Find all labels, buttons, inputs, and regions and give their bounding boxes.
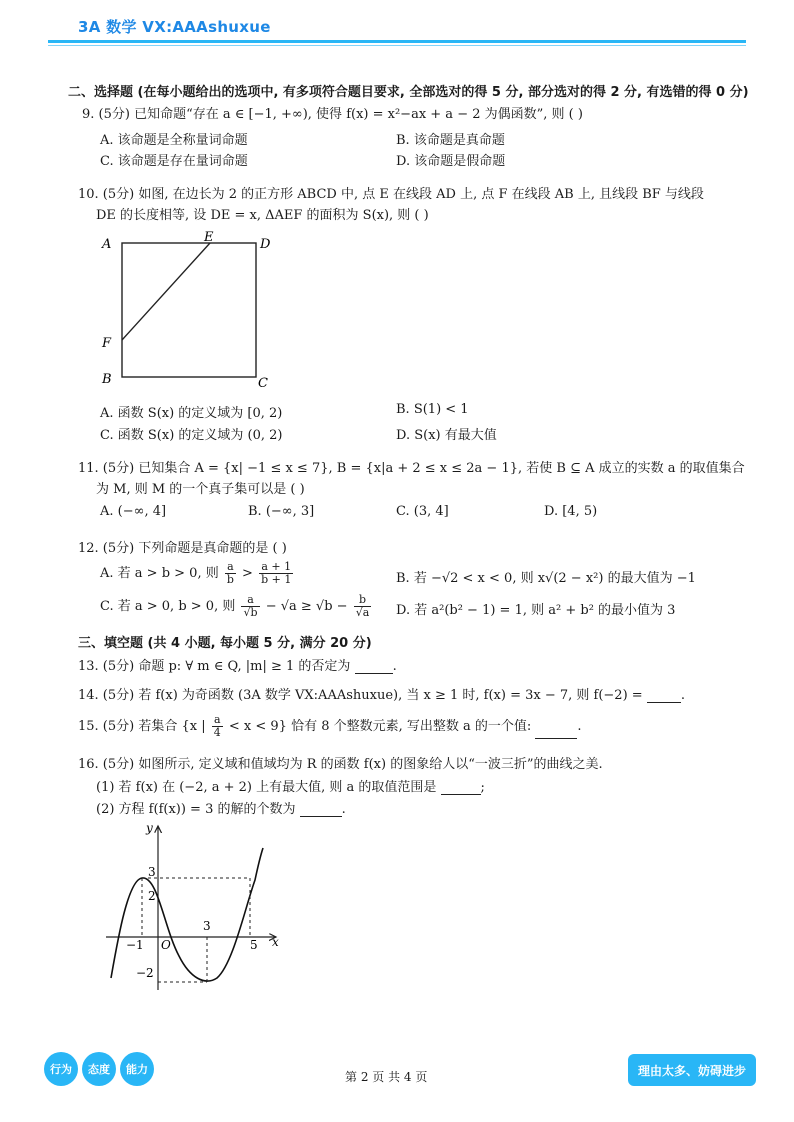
fraction-denominator: 4 [213,726,221,739]
question-16-part2 [96,798,346,817]
greater-than-sign: > [242,566,253,581]
fraction-a-over-b [225,561,236,586]
fraction-numerator: b [354,594,372,607]
x-axis-label: x [272,935,279,949]
brand-header: 3A 数学 VX:AAAshuxue [78,18,271,36]
question-11-option-b: B. (−∞, 3] [248,504,315,519]
fraction-numerator: a [241,594,259,607]
header-divider [48,40,746,43]
page-number: 第 2 页 共 4 页 [345,1070,428,1084]
answer-blank-16-2[interactable] [300,804,342,817]
fraction-numerator: a + 1 [259,561,293,574]
question-12-stem: 12. (5分) 下列命题是真命题的是 ( ) [78,541,287,556]
question-15-pre: 15. (5分) 若集合 {x | [78,719,206,734]
question-11-option-c: C. (3, 4] [396,504,449,519]
question-9-option-d: D. 该命题是假命题 [396,154,506,169]
answer-blank-14[interactable] [647,690,681,703]
fraction-a-over-4 [212,714,223,739]
question-12-option-a-text: A. 若 a > b > 0, 则 [100,566,219,581]
badge-behavior: 行为 [44,1052,78,1086]
fraction-denominator: √a [355,606,370,619]
question-12-option-c-text: C. 若 a > 0, b > 0, 则 [100,599,236,614]
badge-attitude: 态度 [82,1052,116,1086]
question-9-option-c: C. 该命题是存在量词命题 [100,154,248,169]
question-12-option-c-middle: − √a ≥ √b − [265,599,348,614]
question-11-stem-line2: 为 M, 则 M 的一个真子集可以是 ( ) [96,482,305,497]
y-tick-neg2: −2 [136,966,154,980]
label-c: C [258,376,268,391]
question-15-end: . [577,719,582,734]
label-f: F [102,336,112,351]
motto-badge: 理由太多、妨碍进步 [628,1054,756,1086]
fraction-denominator: b + 1 [261,573,292,586]
section-fill-in-title: 三、填空题 (共 4 小题, 每小题 5 分, 满分 20 分) [78,636,372,651]
question-9-stem: 9. (5分) 已知命题“存在 a ∈ [−1, +∞), 使得 f(x) = x²−ax + a − 2 为偶函数”, 则 ( ) [82,107,583,122]
section-multiple-choice-title: 二、选择题 (在每小题给出的选项中, 有多项符合题目要求, 全部选对的得 5 分, 部分选对的得 2 分, 有选错的得 0 分) [68,85,749,100]
header-divider-thin [48,45,746,46]
answer-blank-13[interactable] [355,661,393,674]
question-16-part1-text: (1) 若 f(x) 在 (−2, a + 2) 上有最大值, 则 a 的取值范围是 [96,780,437,795]
segment-ef [122,243,210,340]
question-13 [78,655,397,674]
fraction-b-over-sqrt-a [354,594,372,619]
question-12-option-d: D. 若 a²(b² − 1) = 1, 则 a² + b² 的最小值为 3 [396,603,676,618]
question-14-stem: 14. (5分) 若 f(x) 为奇函数 (3A 数学 VX:AAAshuxue), 当 x ≥ 1 时, f(x) = 3x − 7, 则 f(−2) = [78,688,643,703]
x-tick-3: 3 [203,919,211,933]
question-14-end: . [680,688,685,703]
question-11-option-a: A. (−∞, 4] [100,504,167,519]
question-16-part2-text: (2) 方程 f(f(x)) = 3 的解的个数为 [96,802,296,817]
question-10-stem-line2: DE 的长度相等, 设 DE = x, ΔAEF 的面积为 S(x), 则 ( ) [96,208,429,223]
question-15-post: < x < 9} 恰有 8 个整数元素, 写出整数 a 的一个值: [228,719,532,734]
origin-label: O [161,938,171,952]
x-tick-5: 5 [250,938,258,952]
question-10-option-a: A. 函数 S(x) 的定义域为 [0, 2) [100,406,283,421]
fraction-a-over-sqrt-b [241,594,259,619]
function-curve [111,848,263,981]
question-11-stem-line1: 11. (5分) 已知集合 A = {x| −1 ≤ x ≤ 7}, B = {x|a + 2 ≤ x ≤ 2a − 1}, 若使 B ⊆ A 成立的实数 a 的取值集合 [78,461,745,476]
question-13-stem: 13. (5分) 命题 p: ∀ m ∈ Q, |m| ≥ 1 的否定为 [78,659,351,674]
square-abcd-figure [90,226,290,394]
y-tick-3: 3 [148,865,156,879]
label-a: A [102,237,112,252]
fraction-denominator: b [226,573,234,586]
question-13-end: . [392,659,397,674]
label-e: E [204,230,214,245]
question-16-part2-end: . [341,802,346,817]
question-10-option-c: C. 函数 S(x) 的定义域为 (0, 2) [100,428,283,443]
question-12-option-c [100,594,373,619]
label-b: B [102,372,112,387]
question-16-part1-end: ; [480,780,485,795]
square-outline [122,243,256,377]
fraction-denominator: √b [243,606,258,619]
question-15 [78,714,582,739]
question-10-option-d: D. S(x) 有最大值 [396,428,497,443]
answer-blank-16-1[interactable] [441,782,481,795]
y-tick-2: 2 [148,889,156,903]
badge-ability: 能力 [120,1052,154,1086]
y-axis-label: y [146,821,153,835]
question-14 [78,684,685,703]
question-9-option-b: B. 该命题是真命题 [396,133,505,148]
footer-badges [44,1052,154,1086]
question-16-part1 [96,776,485,795]
question-16-stem: 16. (5分) 如图所示, 定义域和值域均为 R 的函数 f(x) 的图象给人以“一波三折”的曲线之美. [78,757,603,772]
answer-blank-15[interactable] [535,726,577,739]
fraction-a1-over-b1 [259,561,293,586]
function-graph [100,818,300,994]
question-9-option-a: A. 该命题是全称量词命题 [100,133,248,148]
x-tick-neg1: −1 [126,938,144,952]
fraction-numerator: a [225,561,236,574]
question-10-stem-line1: 10. (5分) 如图, 在边长为 2 的正方形 ABCD 中, 点 E 在线段 AD 上, 点 F 在线段 AB 上, 且线段 BF 与线段 [78,187,704,202]
question-12-option-b: B. 若 −√2 < x < 0, 则 x√(2 − x²) 的最大值为 −1 [396,571,696,586]
question-10-option-b: B. S(1) < 1 [396,402,469,417]
label-d: D [260,237,271,252]
fraction-numerator: a [212,714,223,727]
question-12-option-a [100,561,295,586]
question-11-option-d: D. [4, 5) [544,504,598,519]
